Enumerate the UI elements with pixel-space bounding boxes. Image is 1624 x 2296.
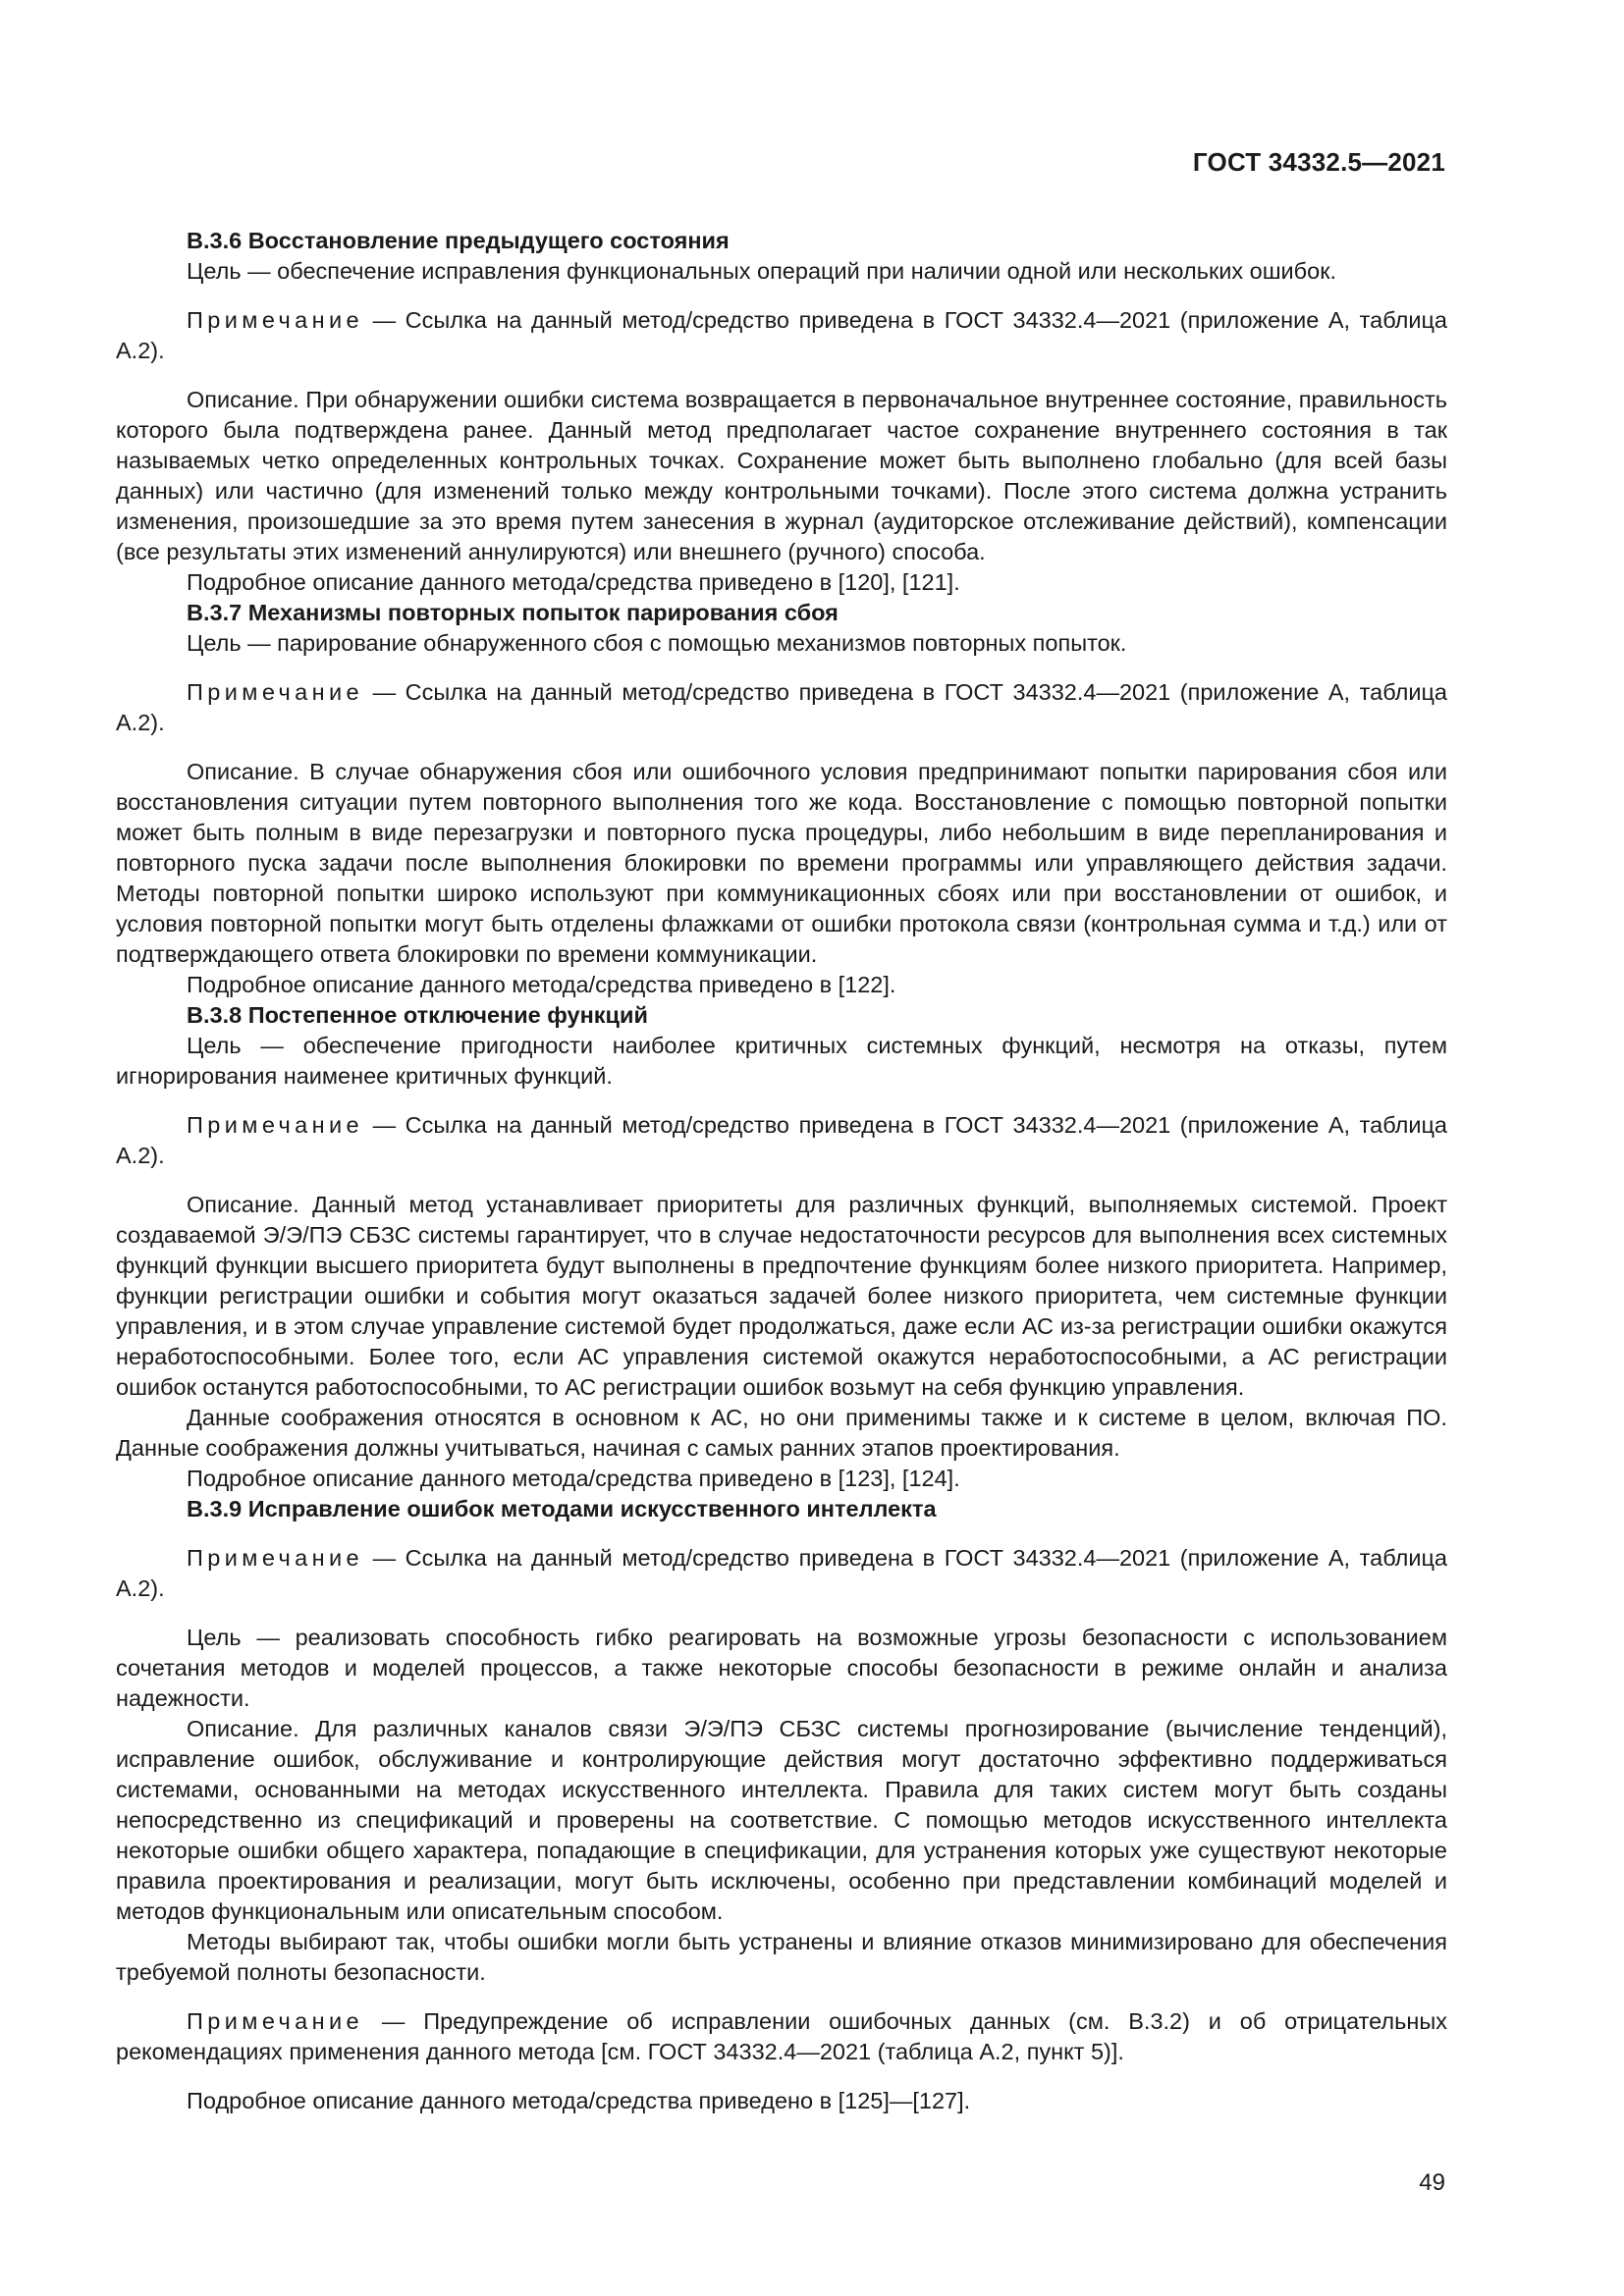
s37-description: Описание. В случае обнаружения сбоя или ошибочного условия предпринимают попытки парирования сбоя или восстановления ситуации путем повторного выполнения того же кода. Восстановление с помощью повторной попытки может быть полным в виде перезагрузки и повторного пуска процедуры, либо небольшим в виде перепланирования и повторного пуска задачи после выполнения блокировки по времени программы или управляющего действия задачи. Методы повторной попытки широко используют при коммуникационных сбоях или при восстановлении от ошибок, и условия повторной попытки могут быть отделены флажками от ошибки протокола связи (контрольная сумма и т.д.) или от подтверждающего ответа блокировки по времени коммуникации. [116, 759, 1447, 967]
page-number: 49 [1419, 2169, 1445, 2196]
page-content [116, 226, 1447, 2116]
s36-description: Описание. При обнаружении ошибки система возвращается в первоначальное внутреннее состояние, правильность которого была подтверждена ранее. Данный метод предполагает частое сохранение внутреннего состояния в так называемых четко определенных контрольных точках. Сохранение может быть выполнено глобально (для всей базы данных) или частично (для изменений только между контрольными точками). После этого система должна устранить изменения, произошедшие за это время путем занесения в журнал (аудиторское отслеживание действий), компенсации (все результаты этих изменений аннулируются) или внешнего (ручного) способа. [116, 387, 1447, 564]
s36-goal: Цель — обеспечение исправления функциональных операций при наличии одной или нескольких ошибок. [187, 258, 1337, 284]
s39-reference: Подробное описание данного метода/средства приведено в [125]—[127]. [187, 2088, 971, 2113]
note-label: Примечание [187, 1545, 364, 1571]
s39-goal: Цель — реализовать способность гибко реагировать на возможные угрозы безопасности с использованием сочетания методов и моделей процессов, а также некоторые способы безопасности в режиме онлайн и анализа надежности. [116, 1625, 1447, 1711]
s38-considerations: Данные соображения относятся в основном к АС, но они применимы также и к системе в целом, включая ПО. Данные соображения должны учитываться, начиная с самых ранних этапов проектирования. [116, 1405, 1447, 1461]
s39-note2: Примечание — Предупреждение об исправлении ошибочных данных (см. В.3.2) и об отрицательных рекомендациях применения данного метода [см. ГОСТ 34332.4—2021 (таблица А.2, пункт 5)]. [116, 2008, 1447, 2064]
s39-methods: Методы выбирают так, чтобы ошибки могли быть устранены и влияние отказов минимизировано для обеспечения требуемой полноты безопасности. [116, 1929, 1447, 1985]
note-label: Примечание [187, 307, 364, 333]
document-code: ГОСТ 34332.5—2021 [1192, 147, 1445, 177]
s36-reference: Подробное описание данного метода/средства приведено в [120], [121]. [187, 569, 960, 595]
s37-reference: Подробное описание данного метода/средства приведено в [122]. [187, 972, 896, 997]
s37-goal: Цель — парирование обнаруженного сбоя с помощью механизмов повторных попыток. [187, 630, 1127, 656]
note-label: Примечание [187, 2008, 364, 2034]
s37-note: Примечание — Ссылка на данный метод/средство приведена в ГОСТ 34332.4—2021 (приложение А, таблица А.2). [116, 679, 1447, 735]
s38-reference: Подробное описание данного метода/средства приведено в [123], [124]. [187, 1466, 960, 1491]
s38-note: Примечание — Ссылка на данный метод/средство приведена в ГОСТ 34332.4—2021 (приложение А, таблица А.2). [116, 1112, 1447, 1168]
s38-description: Описание. Данный метод устанавливает приоритеты для различных функций, выполняемых системой. Проект создаваемой Э/Э/ПЭ СБЗС системы гарантирует, что в случае недостаточности ресурсов для выполнения всех системных функций функции высшего приоритета будут выполнены в предпочтение функциям более низкого приоритета. Например, функции регистрации ошибки и события могут оказаться задачей более низкого приоритета, чем системные функции управления, и в этом случае управление системой будет продолжаться, даже если АС из-за регистрации ошибки окажутся неработоспособными. Более того, если АС управления системой окажутся неработоспособными, а АС регистрации ошибок останутся работоспособными, то АС регистрации ошибок возьмут на себя функцию управления. [116, 1192, 1447, 1400]
section-heading-b37: В.3.7 Механизмы повторных попыток парирования сбоя [187, 600, 839, 625]
section-heading-b38: В.3.8 Постепенное отключение функций [187, 1002, 648, 1028]
s38-goal: Цель — обеспечение пригодности наиболее критичных системных функций, несмотря на отказы, путем игнорирования наименее критичных функций. [116, 1033, 1447, 1089]
s36-note: Примечание — Ссылка на данный метод/средство приведена в ГОСТ 34332.4—2021 (приложение А, таблица А.2). [116, 307, 1447, 363]
section-heading-b36: В.3.6 Восстановление предыдущего состояния [187, 228, 730, 253]
note-label: Примечание [187, 679, 364, 705]
s39-description: Описание. Для различных каналов связи Э/Э/ПЭ СБЗС системы прогнозирование (вычисление тенденций), исправление ошибок, обслуживание и контролирующие действия могут достаточно эффективно поддерживаться системами, основанными на методах искусственного интеллекта. Правила для таких систем могут быть созданы непосредственно из спецификаций и проверены на соответствие. С помощью методов искусственного интеллекта некоторые ошибки общего характера, попадающие в спецификации, для устранения которых уже существуют некоторые правила проектирования и реализации, могут быть исключены, особенно при представлении комбинаций моделей и методов функциональным или описательным способом. [116, 1716, 1447, 1924]
note-label: Примечание [187, 1112, 364, 1138]
section-heading-b39: В.3.9 Исправление ошибок методами искусственного интеллекта [187, 1496, 937, 1522]
s39-note: Примечание — Ссылка на данный метод/средство приведена в ГОСТ 34332.4—2021 (приложение А, таблица А.2). [116, 1545, 1447, 1601]
